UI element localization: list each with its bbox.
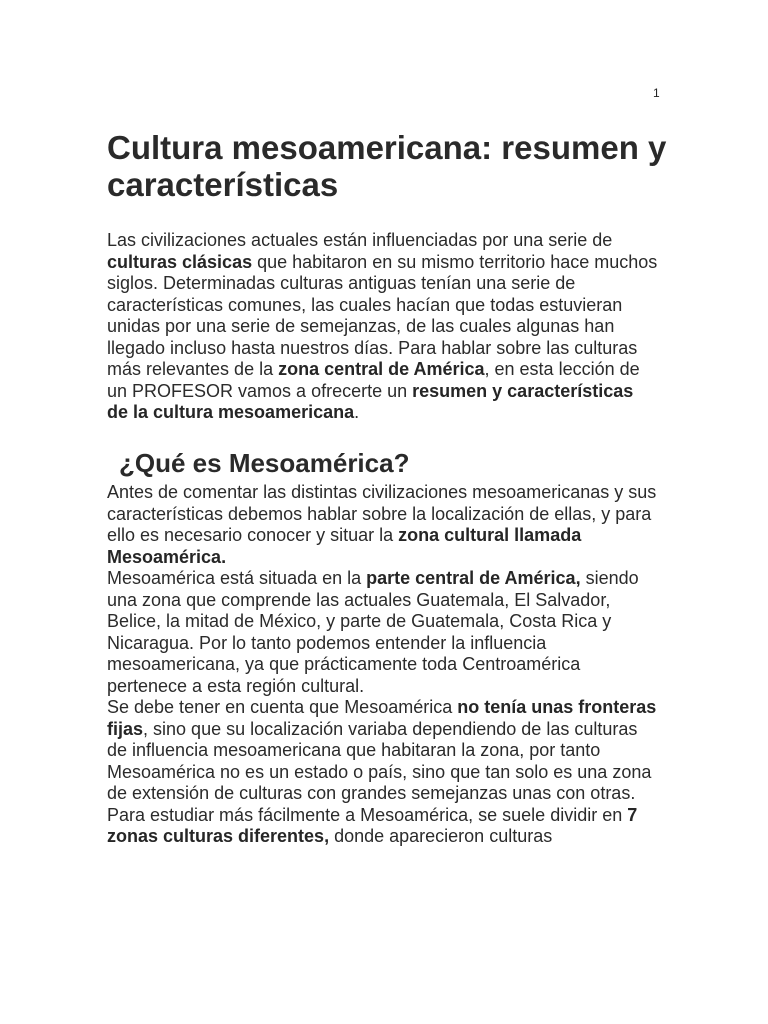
p4-text-2: donde aparecieron culturas	[329, 826, 553, 846]
section-heading: ¿Qué es Mesoamérica?	[119, 448, 410, 478]
p2-bold-parte-central: parte central de América,	[366, 568, 581, 588]
p3-bold-fronteras: no tenía unas fronteras fijas	[107, 697, 657, 739]
p4-bold-7-zonas: 7 zonas culturas diferentes,	[107, 804, 638, 846]
page-number: 1	[653, 86, 660, 100]
p1-bold-zona-cultural: zona cultural llamada Mesoamérica.	[107, 525, 582, 567]
p3-text-2: , sino que su localización variaba dependiendo de las culturas de influencia mesoamericana que habitaran la zona, por tanto Mesoamérica no es un estado o país, sino que tan solo es una zona de extensión de culturas con grandes semejanzas unas con otras.	[107, 718, 652, 803]
paragraph-2	[107, 568, 662, 697]
intro-text-4: .	[354, 402, 360, 422]
intro-text-2: que habitaron en su mismo territorio hace muchos siglos. Determinadas culturas antiguas tenían una serie de características comunes, las cuales hacían que todas estuvieran unidas por una serie de semejanzas, de las cuales algunas han llegado incluso hasta nuestros días. Para hablar sobre las culturas más relevantes de la	[107, 251, 658, 379]
section-body	[107, 482, 662, 848]
p4-text-1: Para estudiar más fácilmente a Mesoamérica, se suele dividir en	[107, 804, 628, 825]
intro-paragraph	[107, 230, 659, 424]
paragraph-4	[107, 805, 662, 848]
p3-text-1: Se debe tener en cuenta que Mesoamérica	[107, 697, 458, 717]
intro-bold-culturas-clasicas: culturas clásicas	[107, 251, 253, 272]
intro-text-3: , en esta lección de un PROFESOR vamos a ofrecerte un	[107, 359, 640, 401]
intro-bold-zona-central: zona central de América	[278, 359, 485, 379]
p2-text-2: siendo una zona que comprende las actuales Guatemala, El Salvador, Belice, la mitad de México, y parte de Guatemala, Costa Rica y Nicaragua. Por lo tanto podemos entender la influencia mesoamericana, ya que prácticamente toda Centroamérica pertenece a esta región cultural.	[107, 568, 639, 696]
paragraph-3	[107, 697, 662, 805]
document-title: Cultura mesoamericana: resumen y características	[107, 129, 667, 203]
intro-bold-resumen: resumen y características de la cultura mesoamericana	[107, 380, 634, 422]
p2-text-1: Mesoamérica está situada en la	[107, 568, 367, 588]
p1-text-1: Antes de comentar las distintas civilizaciones mesoamericanas y sus características debemos hablar sobre la localización de ellas, y para ello es necesario conocer y situar la	[107, 482, 657, 545]
paragraph-1	[107, 482, 662, 568]
intro-text-1: Las civilizaciones actuales están influenciadas por una serie de	[107, 230, 613, 250]
